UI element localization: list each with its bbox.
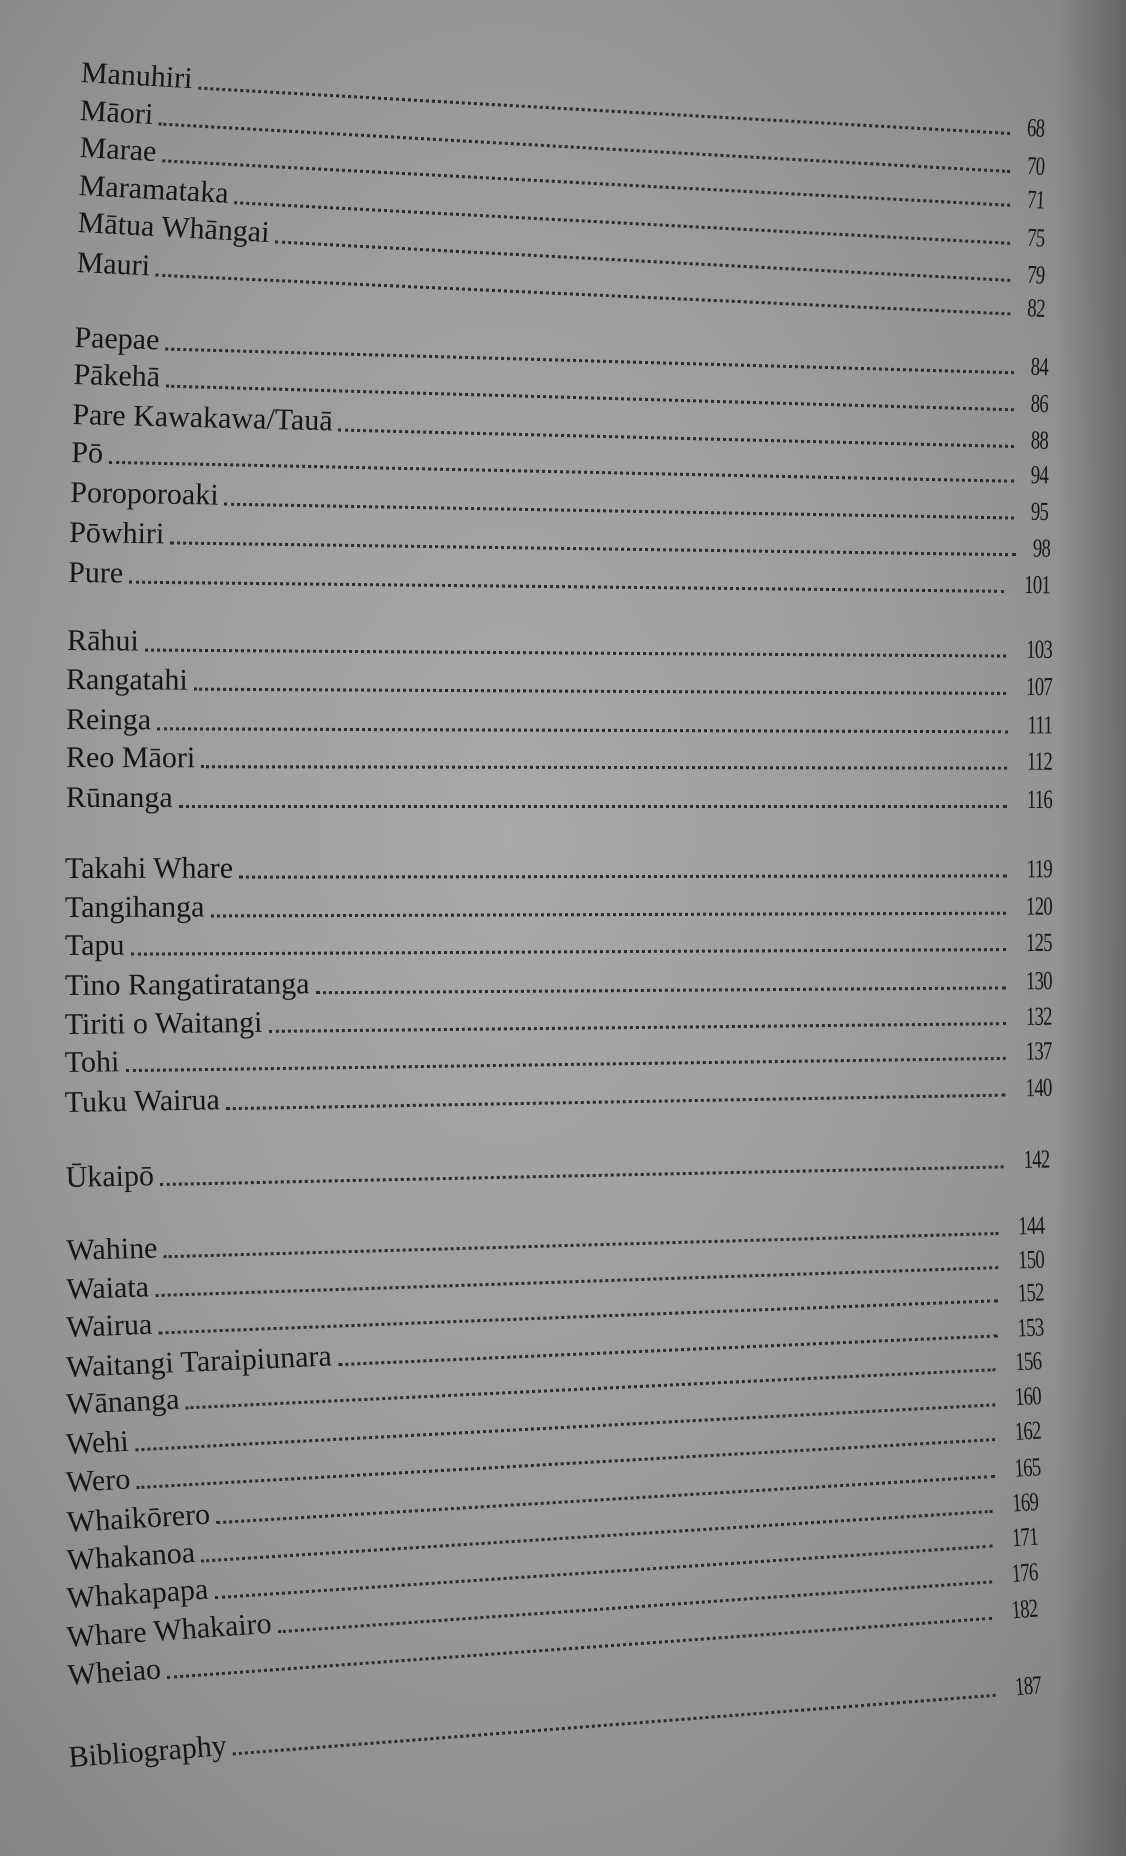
toc-entry-title: Waitangi Taraipiunara	[65, 1339, 333, 1385]
toc-entry-title: Mauri	[76, 246, 151, 283]
toc-entry-title: Rangatahi	[66, 663, 188, 697]
toc-entry-page-number: 165	[1013, 1452, 1042, 1483]
dot-leader	[201, 765, 1007, 769]
dot-leader	[145, 649, 1006, 658]
toc-entry-title: Tohi	[64, 1045, 120, 1080]
dot-leader	[226, 1094, 1006, 1111]
toc-entry-page-number: 88	[1030, 425, 1049, 455]
toc-entry-title: Rāhui	[67, 624, 139, 658]
toc-entry	[65, 1134, 1050, 1195]
toc-entry-title: Mātua Whāngai	[77, 206, 271, 250]
toc-entry-page-number: 120	[1025, 891, 1052, 921]
toc-entry-page-number: 68	[1026, 112, 1046, 143]
toc-entry-title: Paepae	[74, 321, 160, 357]
toc-entry-page-number: 156	[1014, 1346, 1042, 1377]
toc-entry-page-number: 182	[1010, 1593, 1039, 1625]
toc-entry-title: Waiata	[65, 1270, 150, 1307]
toc-entry-page-number: 70	[1026, 151, 1046, 181]
toc-entry-title: Rūnanga	[66, 781, 173, 814]
toc-entry-page-number: 142	[1023, 1144, 1050, 1174]
toc-entry-page-number: 140	[1025, 1072, 1052, 1103]
toc-entry-page-number: 75	[1026, 222, 1046, 253]
toc-entry-title: Tiriti o Waitangi	[64, 1005, 263, 1041]
toc-entry-page-number: 107	[1026, 672, 1053, 702]
toc-entry-title: Tuku Wairua	[64, 1083, 221, 1120]
toc-entry-page-number: 111	[1027, 710, 1053, 740]
toc-entry-title: Whare Whakairo	[65, 1606, 273, 1655]
toc-entry-page-number: 130	[1025, 966, 1052, 996]
toc-entry-page-number: 153	[1016, 1312, 1045, 1343]
toc-entry-page-number: 119	[1026, 854, 1052, 884]
toc-entry-page-number: 98	[1032, 533, 1051, 563]
toc-entry-title: Marae	[79, 131, 158, 169]
toc-entry-page-number: 112	[1026, 746, 1053, 776]
dot-leader	[129, 581, 1004, 593]
dot-leader	[160, 1165, 1004, 1186]
toc-entry-page-number: 71	[1026, 184, 1046, 215]
toc-entry-title: Reinga	[66, 703, 152, 737]
toc-entry-title: Pare Kawakawa/Tauā	[72, 398, 334, 438]
toc-entry-page-number: 169	[1011, 1486, 1040, 1518]
dot-leader	[239, 874, 1007, 878]
dot-leader	[130, 948, 1005, 956]
dot-leader	[210, 912, 1005, 918]
toc-entry-page-number: 103	[1026, 634, 1053, 664]
toc-entry	[66, 775, 1052, 815]
toc-entry-page-number: 187	[1013, 1670, 1043, 1702]
toc-entry-title: Poroporoaki	[70, 476, 219, 512]
toc-entry-title: Maramataka	[78, 169, 230, 210]
toc-entry-title: Wairua	[65, 1307, 153, 1345]
toc-entry-page-number: 137	[1025, 1036, 1052, 1066]
toc-entry-title: Takahi Whare	[64, 851, 234, 885]
toc-entry-page-number: 94	[1030, 460, 1049, 490]
toc-entry-title: Pure	[68, 556, 124, 590]
toc-entry-title: Whaikōrero	[65, 1497, 211, 1540]
toc-entry-title: Pō	[71, 436, 104, 470]
toc-entry	[66, 697, 1052, 740]
toc-entry-page-number: 82	[1026, 293, 1046, 323]
toc-entry-page-number: 171	[1011, 1521, 1039, 1553]
toc-entry-title: Pōwhiri	[69, 516, 165, 551]
toc-entry-page-number: 95	[1030, 496, 1049, 527]
toc-entry-title: Reo Māori	[66, 741, 196, 775]
toc-entry-title: Wahine	[66, 1231, 158, 1268]
toc-entry-title: Māori	[79, 94, 155, 132]
toc-entry-title: Wānanga	[65, 1382, 181, 1422]
toc-entry-title: Wero	[65, 1462, 132, 1500]
toc-entry	[65, 844, 1052, 886]
toc-entry-page-number: 132	[1025, 1001, 1052, 1031]
toc-entry-page-number: 176	[1010, 1557, 1039, 1588]
toc-entry-page-number: 86	[1030, 388, 1049, 419]
dot-leader	[156, 274, 1011, 316]
toc-entry-page-number: 101	[1024, 570, 1051, 600]
toc-entry-title: Pākehā	[73, 358, 161, 394]
toc-entry-title: Bibliography	[67, 1728, 228, 1775]
toc-entry-page-number: 116	[1026, 785, 1052, 814]
toc-entry-page-number: 79	[1026, 259, 1046, 290]
toc-entry-title: Tino Rangatiratanga	[64, 967, 310, 1002]
toc-entry	[66, 657, 1052, 702]
toc-entry-title: Tangihanga	[64, 890, 205, 924]
toc-entry-title: Wehi	[65, 1424, 130, 1462]
toc-entry-title: Manuhiri	[80, 56, 194, 96]
toc-entry-page-number: 160	[1014, 1380, 1042, 1412]
dot-leader	[179, 805, 1007, 808]
dot-leader	[233, 1694, 996, 1756]
toc-entry-title: Whakanoa	[65, 1536, 196, 1578]
toc-entry-title: Tapu	[64, 928, 125, 962]
toc-entry-page-number: 144	[1017, 1210, 1045, 1241]
dot-leader	[194, 688, 1006, 695]
toc-entry-title: Wheiao	[66, 1652, 162, 1693]
dot-leader	[157, 727, 1008, 733]
toc-entry-page-number: 150	[1017, 1244, 1045, 1275]
toc-entry-page-number: 162	[1013, 1415, 1042, 1446]
toc-entry-page-number: 125	[1025, 927, 1052, 957]
toc-entry-page-number: 84	[1030, 351, 1049, 382]
toc-entry-title: Whakapapa	[65, 1572, 210, 1616]
toc-entry-page-number: 152	[1017, 1277, 1045, 1308]
toc-entry-title: Ūkaipō	[65, 1159, 155, 1195]
toc-entry	[66, 735, 1052, 777]
